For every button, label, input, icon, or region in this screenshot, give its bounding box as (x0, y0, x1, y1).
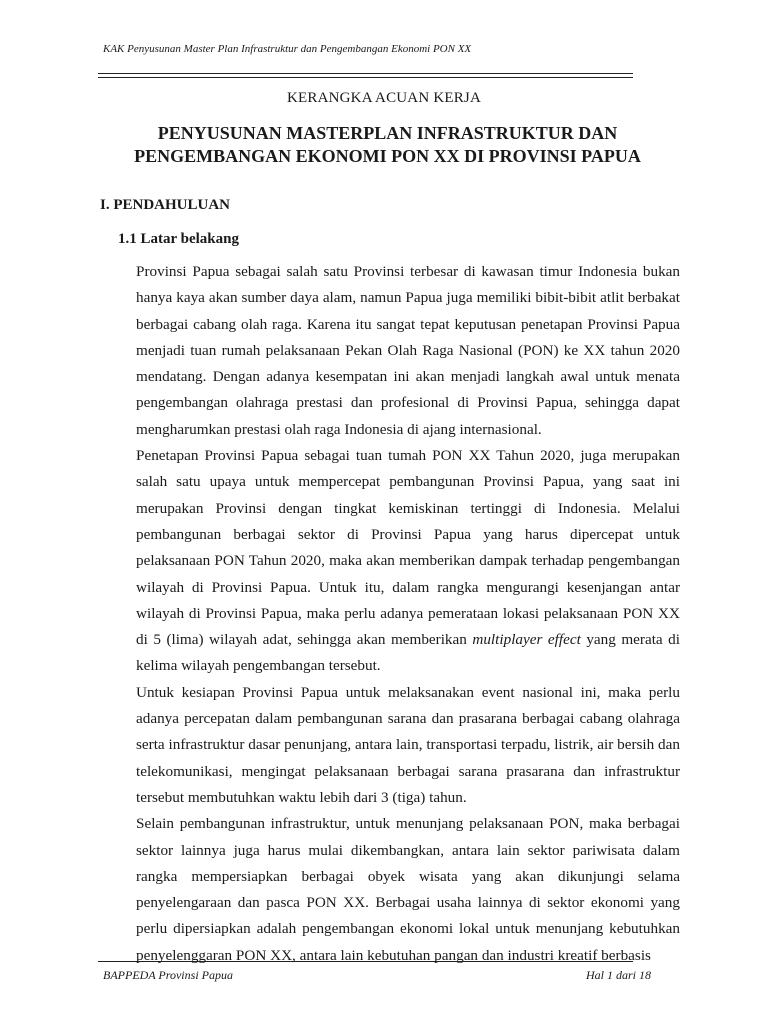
paragraph-2-text-start: Penetapan Provinsi Papua sebagai tuan tumah PON XX Tahun 2020, juga merupakan salah satu upaya untuk mempercepat pembangunan Provinsi Papua, yang saat ini merupakan Provinsi dengan tingkat kemiskinan tertinggi di Indonesia. Melalui pembangunan berbagai sektor di Provinsi Papua yang harus dipercepat untuk pelaksanaan PON Tahun 2020, maka akan memberikan dampak terhadap pengembangan wilayah di Provinsi Papua. Untuk itu, dalam rangka mengurangi kesenjangan antar wilayah di Provinsi Papua, maka perlu adanya pemerataan lokasi pelaksanaan PON XX di 5 (lima) wilayah adat, sehingga akan memberikan (136, 447, 680, 649)
header-rule-bottom (98, 77, 633, 78)
header-rule-top (98, 73, 633, 74)
title-line-2: PENGEMBANGAN EKONOMI PON XX DI PROVINSI PAPUA (134, 146, 641, 166)
body-text (136, 259, 680, 969)
page-number: Hal 1 dari 18 (586, 968, 652, 982)
paragraph-2-italic: multiplayer effect (472, 631, 581, 649)
paragraph-4: Selain pembangunan infrastruktur, untuk menunjang pelaksanaan PON, maka berbagai sektor lainnya juga harus mulai dikembangkan, antara lain sektor pariwisata dalam rangka mempersiapkan berbagai obyek wisata yang akan dikunjungi selama penyelengaraan dan pasca PON XX. Berbagai usaha lainnya di sektor ekonomi yang perlu dipersiapkan adalah pengembangan ekonomi lokal untuk menunjang kebutuhkan penyelenggaran PON XX, antara lain kebutuhan pangan dan industri kreatif berbasis (136, 815, 680, 964)
footer-rule (98, 961, 633, 962)
document-kind: KERANGKA ACUAN KERJA (286, 90, 481, 106)
paragraph-1: Provinsi Papua sebagai salah satu Provinsi terbesar di kawasan timur Indonesia bukan hanya kaya akan sumber daya alam, namun Papua juga memiliki bibit-bibit atlit berbakat berbagai cabang olah raga. Karena itu sangat tepat keputusan penetapan Provinsi Papua menjadi tuan rumah pelaksanaan Pekan Olah Raga Nasional (PON) ke XX tahun 2020 mendatang. Dengan adanya kesempatan ini akan menjadi langkah awal untuk menata pengembangan olahraga prestasi dan profesional di Provinsi Papua, sehingga dapat mengharumkan prestasi olah raga Indonesia di ajang internasional. (136, 263, 680, 438)
section-heading: I. PENDAHULUAN (100, 197, 231, 213)
paragraph-2 (136, 443, 680, 680)
subsection-heading: 1.1 Latar belakang (118, 231, 239, 247)
paragraph-3: Untuk kesiapan Provinsi Papua untuk melaksanakan event nasional ini, maka perlu adanya percepatan dalam pembangunan sarana dan prasarana berbagai cabang olahraga serta infrastruktur dasar penunjang, antara lain, transportasi terpadu, listrik, air bersih dan telekomunikasi, mengingat pelaksanaan berbagai sarana prasarana dan infrastruktur tersebut membutuhkan waktu lebih dari 3 (tiga) tahun. (136, 683, 680, 806)
title-line-1: PENYUSUNAN MASTERPLAN INFRASTRUKTUR DAN (157, 123, 618, 143)
paragraph-2-text-end: yang merata di kelima wilayah pengembangan tersebut. (136, 631, 680, 675)
footer-institution: BAPPEDA Provinsi Papua (103, 968, 233, 982)
document-title (100, 122, 675, 168)
running-header: KAK Penyusunan Master Plan Infrastruktur dan Pengembangan Ekonomi PON XX (103, 43, 472, 55)
